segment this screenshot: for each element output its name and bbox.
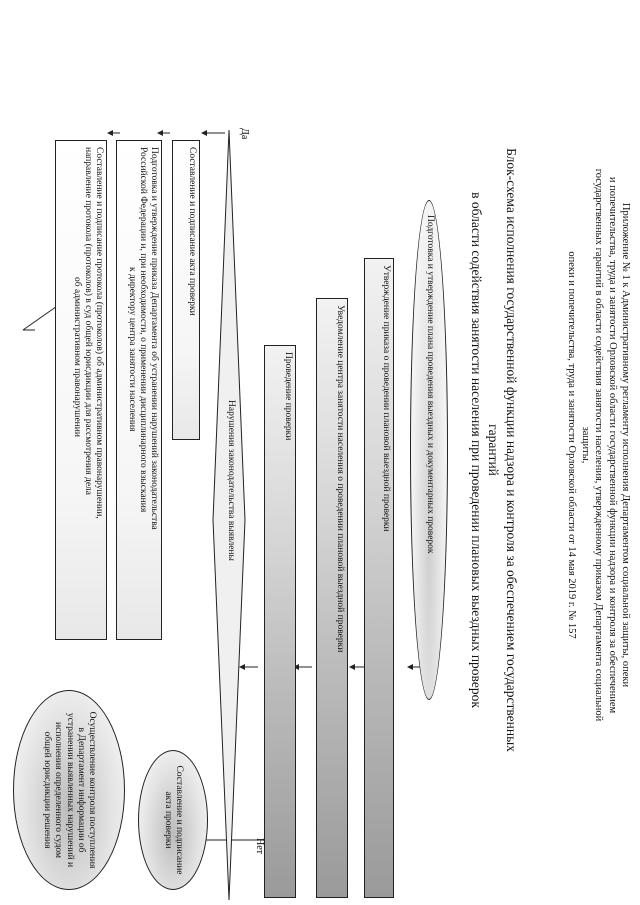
start-text: Подготовка и утверждение плана проведения выездных и документарных проверок <box>424 215 435 554</box>
protocol-box <box>55 140 107 640</box>
yes-order-line-1: Подготовка и утверждение приказа Департамента об устранении нарушений законодательства <box>149 147 159 530</box>
protocol-line-1: Составление и подписание протокола (протоколов) об административном правонарушении, <box>94 147 104 519</box>
yes-order-line-2: Российской Федерации и, при необходимости, о применении дисциплинарного взыскания <box>137 147 148 513</box>
control-ellipse <box>13 690 125 890</box>
yes-act-box <box>172 140 200 440</box>
header-line-1: Приложение № 1 к Административному регламенту исполнения Департаментом социальной защиты, опеки <box>620 202 631 688</box>
yes-order-line-3: к директору центра занятости населения <box>126 267 137 432</box>
step1-text: Утверждение приказа о проведении плановой выездной проверки <box>381 265 391 532</box>
yes-label: Да <box>239 128 250 140</box>
no-act-text: Составление и подписание акта проверки <box>163 765 185 875</box>
protocol-line-2: направление протокола (протоколов) в суд общей юрисдикции для рассмотрения дела <box>82 147 93 496</box>
header-line-2: и попечительства, труда и занятости Орловской области государственной функции надзора и контроля за обеспечением <box>606 176 618 714</box>
step3-text: Проведение проверки <box>283 352 293 441</box>
header-line-4: опеки и попечительства, труда и занятости Орловской области от 14 мая 2019 г. № 157 <box>566 251 578 639</box>
decision-text: Нарушения законодательства выявлены <box>226 400 236 561</box>
title-line-2: в области содействия занятости населения при проведении плановых выездных проверок <box>468 192 484 708</box>
control-text: Осуществление контроля поступления в Департамент информации об устранении выявленных нарушений и исполнения определенного судом общей юрисдикции решения <box>42 711 98 869</box>
yes-act-text: Составление и подписание акта проверки <box>187 147 197 316</box>
no-label: Нет <box>254 838 265 855</box>
header-line-3: государственных гарантий в области содействия занятости населения, утвержденному приказом Департамента социальной защиты, <box>579 168 605 722</box>
yes-order-box <box>116 140 162 640</box>
no-act-ellipse <box>138 750 208 890</box>
title-line-1: Блок-схема исполнения государственной функции надзора и контроля за обеспечением государственных гарантий <box>486 148 519 752</box>
step2-text: Уведомление центра занятости населения о проведении плановой выездной проверки <box>335 305 345 653</box>
protocol-line-3: об административном правонарушении <box>71 277 82 437</box>
